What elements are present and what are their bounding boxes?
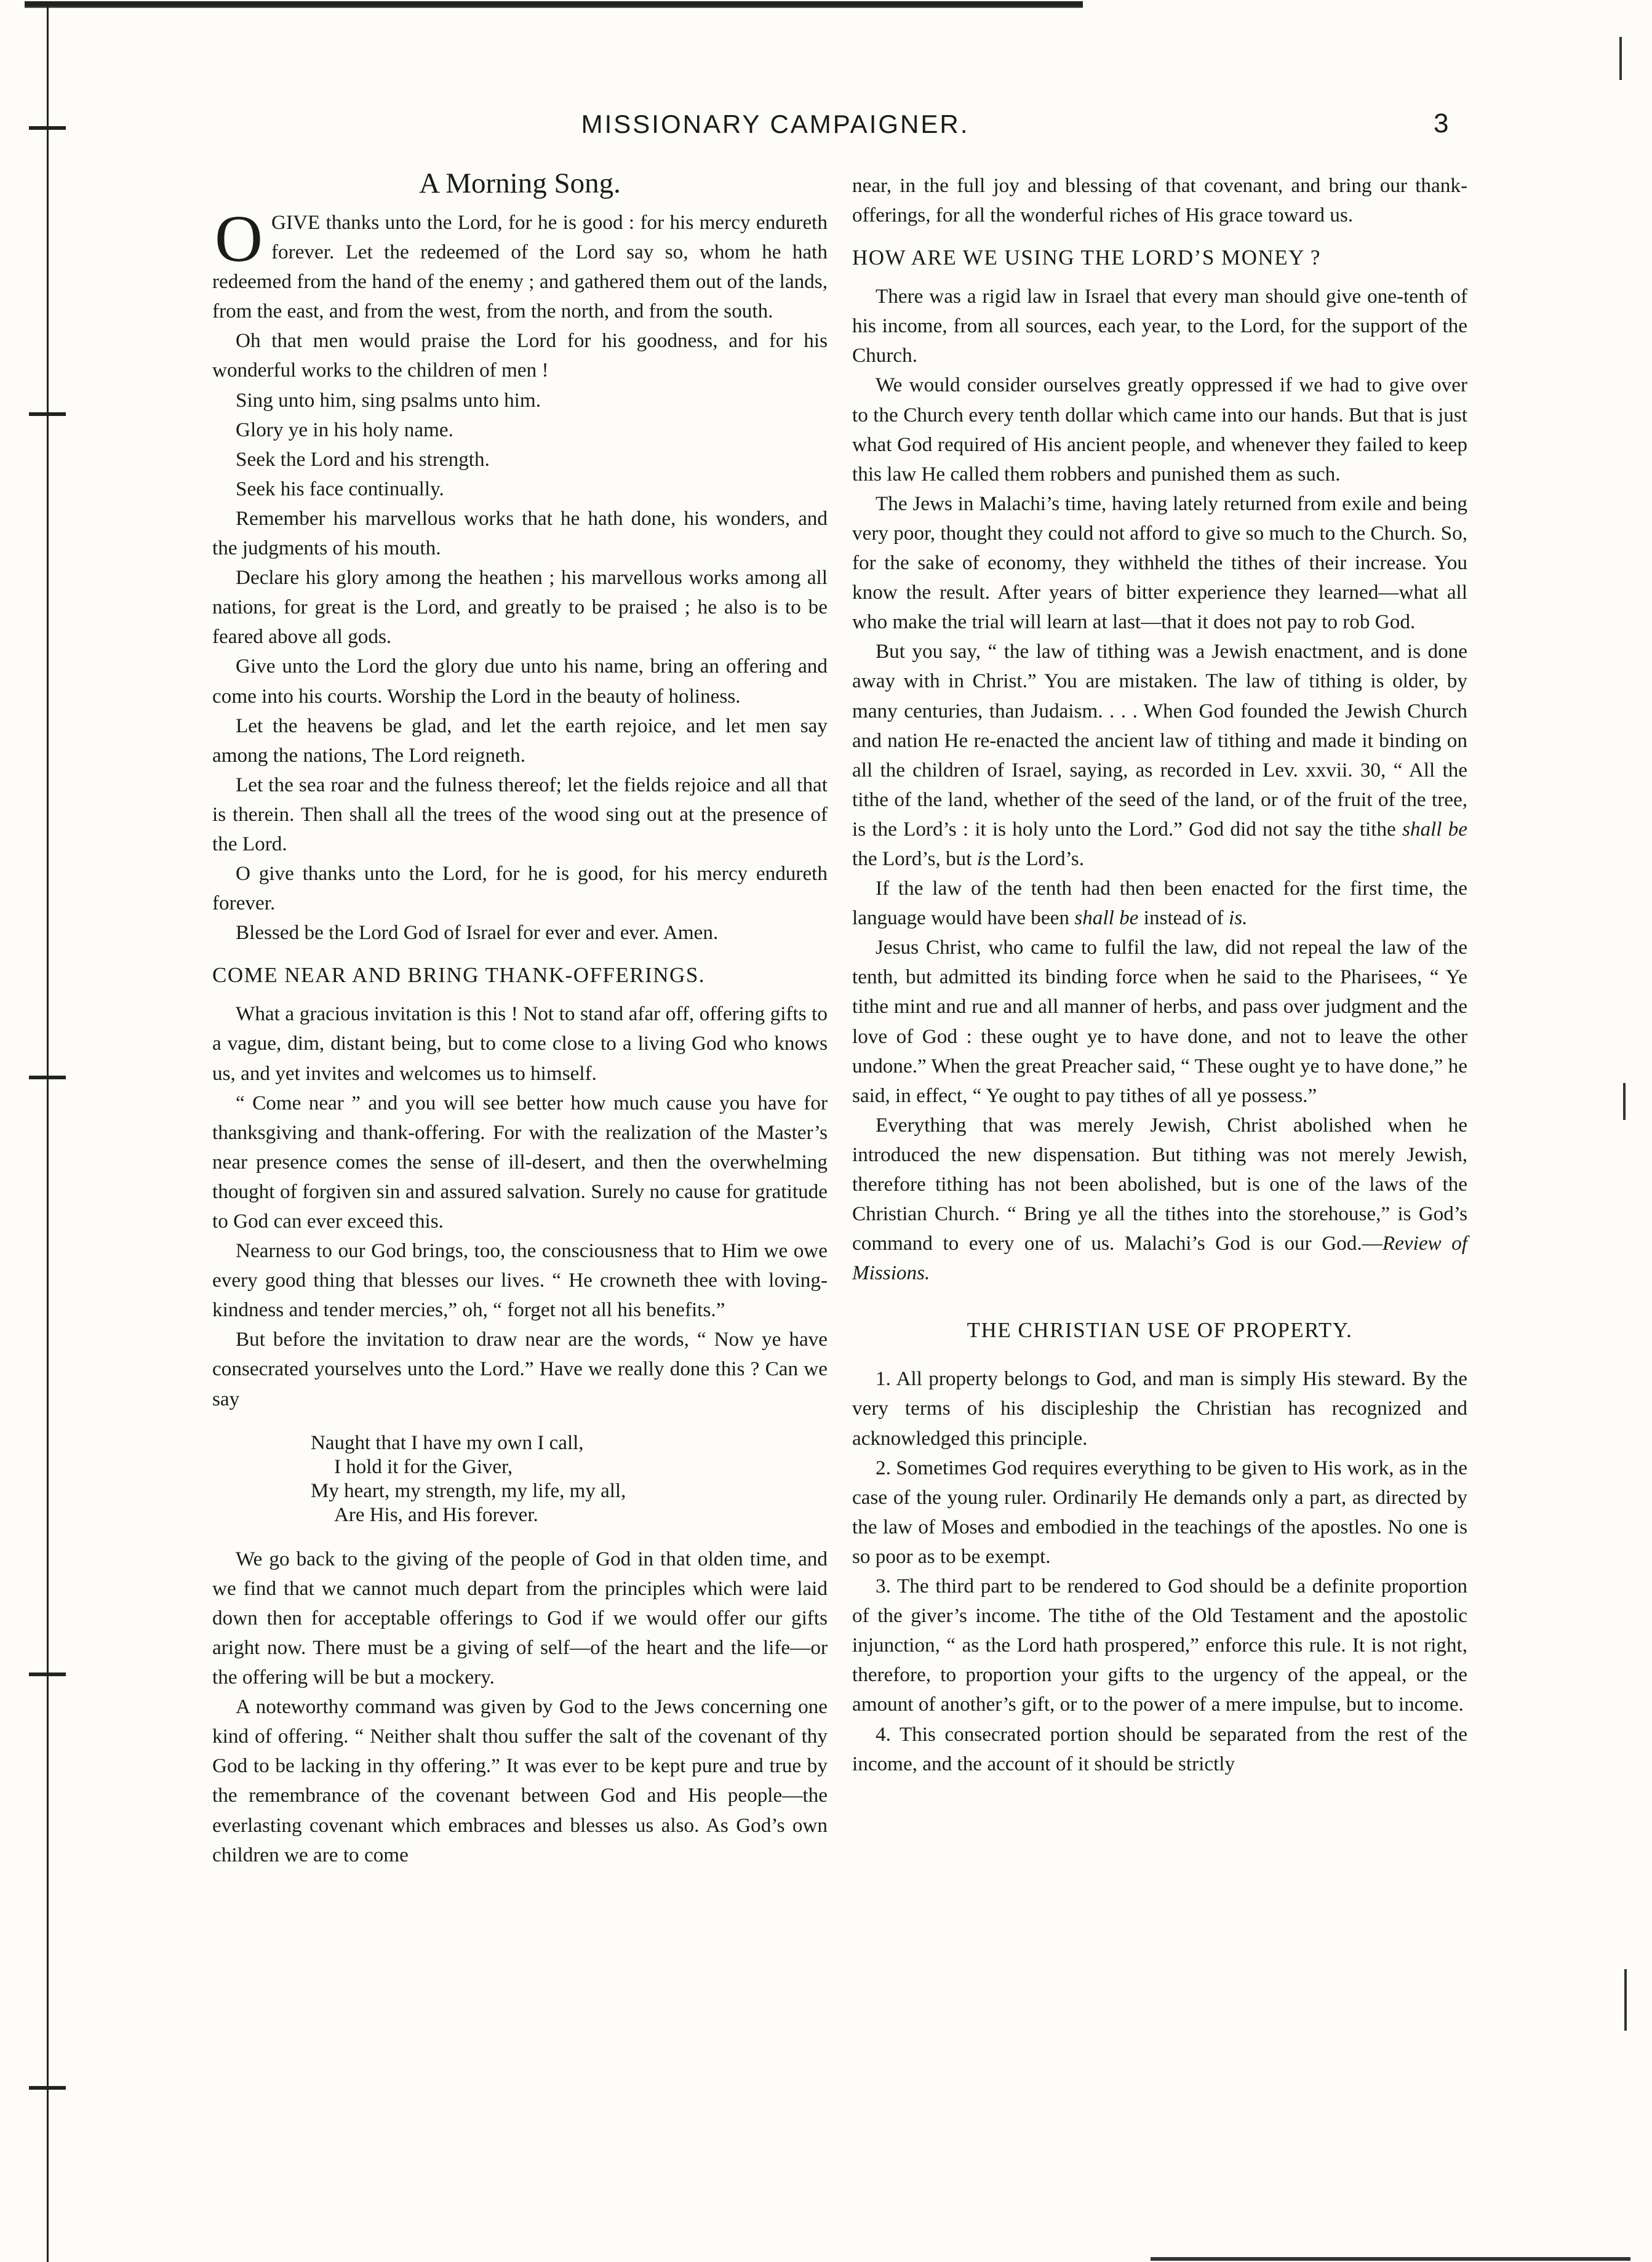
emphasis: shall be xyxy=(1074,906,1139,930)
paragraph: Oh that men would praise the Lord for his goodness, and for his wonderful works to the children of men ! xyxy=(212,329,828,382)
poem-line: My heart, my strength, my life, my all, xyxy=(311,1479,626,1502)
margin-speck xyxy=(1623,1083,1626,1120)
emphasis: shall be xyxy=(1402,817,1467,841)
poem-quote xyxy=(311,1431,828,1527)
paragraph xyxy=(852,637,1467,874)
verse-line: Glory ye in his holy name. xyxy=(236,418,453,441)
morning-song-opening xyxy=(212,202,828,326)
bottom-border-rule xyxy=(1151,2257,1630,2261)
paragraph: Remember his marvellous works that he hath done, his wonders, and the judgments of his mouth. xyxy=(212,506,828,560)
margin-speck xyxy=(1619,37,1622,80)
text-run: But you say, “ the law of tithing was a Jewish enactment, and is done away with in Christ.” You are mistaken. The law of tithing is older, by many centuries, than Judaism. . . . When God founded the Jewish Church and nation He re-enacted the ancient law of tithing and made it binding on all the children of Israel, saying, as recorded in Lev. xxvii. 30, “ All the tithe of the land, whether of the seed of the land, or of the fruit of the tree, is the Lord’s : it is holy unto the Lord.” God did not say the tithe xyxy=(852,640,1467,841)
right-column xyxy=(852,171,1467,1779)
numbered-paragraph: 2. Sometimes God requires everything to be given to His work, as in the case of the young ruler. Ordinarily He demands only a part, as directed by the law of Moses and embodied in the teachings of the apostles. No one is so poor as to be exempt. xyxy=(852,1456,1467,1568)
paragraph: Declare his glory among the heathen ; his marvellous works among all nations, for great is the Lord, and greatly to be praised ; he also is to be feared above all gods. xyxy=(212,566,828,649)
section-heading-come-near: COME NEAR AND BRING THANK-OFFERINGS. xyxy=(212,963,706,988)
numbered-paragraph: 4. This consecrated portion should be separated from the rest of the income, and the account of it should be strictly xyxy=(852,1722,1467,1775)
article-title-morning-song: A Morning Song. xyxy=(419,167,621,199)
numbered-paragraph: 3. The third part to be rendered to God should be a definite proportion of the giver’s income. The tithe of the Old Testament and the apostolic injunction, “ as the Lord hath prospered,” enforce this rule. It is not right, therefore, to proportion your gifts to the urgency of the appeal, or the amount of another’s gift, or to the power of a mere impulse, but to income. xyxy=(852,1575,1467,1716)
text-run: If the law of the tenth had then been enacted for the first time, the language would have been xyxy=(852,877,1467,930)
paragraph: O give thanks unto the Lord, for he is good, for his mercy endureth forever. xyxy=(212,862,828,915)
verse-line: Sing unto him, sing psalms unto him. xyxy=(236,388,541,412)
section-heading-lords-money: HOW ARE WE USING THE LORD’S MONEY ? xyxy=(852,246,1321,270)
poem-line: I hold it for the Giver, xyxy=(334,1455,513,1478)
paragraph xyxy=(852,874,1467,933)
margin-mark xyxy=(29,1673,66,1676)
margin-mark xyxy=(29,126,66,130)
margin-speck xyxy=(1624,1969,1627,2031)
paragraph: We would consider ourselves greatly oppressed if we had to give over to the Church every tenth dollar which came into our hands. But that is just what God required of His ancient people, and whenever they failed to keep this law He called them robbers and punished them as such. xyxy=(852,374,1467,486)
page-number: 3 xyxy=(1434,108,1449,138)
paragraph: GIVE thanks unto the Lord, for he is good : for his mercy endureth forever. Let the redeemed of the Lord say so, whom he hath redeemed from the hand of the enemy ; and gathered them out of the lands, from the east, and from the west, from the north, and from the south. xyxy=(212,211,828,323)
left-margin-line xyxy=(47,6,49,2262)
poem-line: Are His, and His forever. xyxy=(334,1503,538,1526)
source-citation: Review of Missions. xyxy=(852,1232,1467,1285)
emphasis: is xyxy=(976,847,991,870)
paragraph: Let the heavens be glad, and let the earth rejoice, and let men say among the nations, The Lord reigneth. xyxy=(212,714,828,767)
poem-line: Naught that I have my own I call, xyxy=(311,1431,584,1454)
paragraph: What a gracious invitation is this ! Not to stand afar off, offering gifts to a vague, dim, distant being, but to come close to a living God who knows us, and yet invites and welcomes us to himself. xyxy=(212,1002,828,1085)
paragraph-continued: near, in the full joy and blessing of that covenant, and bring our thank-offerings, for all the wonderful riches of His grace toward us. xyxy=(852,174,1467,227)
text-run: the Lord’s. xyxy=(990,847,1085,870)
left-column xyxy=(212,166,828,1870)
paragraph: “ Come near ” and you will see better how much cause you have for thanksgiving and thank-offering. For with the realization of the Master’s near presence comes the sense of ill-desert, and then the overwhelming thought of forgiven sin and assured salvation. Surely no cause for gratitude to God can ever exceed this. xyxy=(212,1091,828,1233)
text-run: instead of xyxy=(1138,906,1229,930)
drop-cap: O xyxy=(215,202,263,276)
paragraph: But before the invitation to draw near are the words, “ Now ye have consecrated yourselves unto the Lord.” Have we really done this ? Can we say xyxy=(212,1328,828,1410)
text-run: Everything that was merely Jewish, Christ abolished when he introduced the new dispensation. But tithing was not merely Jewish, therefore tithing has not been abolished, but is one of the laws of the Christian Church. “ Bring ye all the tithes into the storehouse,” is God’s command to every one of us. Malachi’s God is our God.— xyxy=(852,1113,1467,1255)
paragraph xyxy=(852,1111,1467,1289)
margin-mark xyxy=(29,412,66,416)
top-border-rule xyxy=(25,1,1083,11)
verse-line: Seek his face continually. xyxy=(236,477,444,500)
paragraph: Give unto the Lord the glory due unto his name, bring an offering and come into his courts. Worship the Lord in the beauty of holiness. xyxy=(212,655,828,708)
text-run: the Lord’s, but xyxy=(852,847,977,870)
paragraph: A noteworthy command was given by God to the Jews concerning one kind of offering. “ Neither shalt thou suffer the salt of the covenant of thy God to be lacking in thy offering.” It was ever to be kept pure and true by the remembrance of the covenant between God and His people—the everlasting covenant which embraces and blesses us also. As God’s own children we are to come xyxy=(212,1695,828,1866)
paragraph: We go back to the giving of the people of God in that olden time, and we find that we cannot much depart from the principles which were laid down then for acceptable offerings to God if we would offer our gifts aright now. There must be a giving of self—of the heart and the life—or the offering will be but a mockery. xyxy=(212,1547,828,1689)
paragraph: Let the sea roar and the fulness thereof; let the fields rejoice and all that is therein. Then shall all the trees of the wood sing out at the presence of the Lord. xyxy=(212,773,828,855)
margin-mark xyxy=(29,1076,66,1079)
paragraph: Blessed be the Lord God of Israel for ever and ever. Amen. xyxy=(236,921,719,945)
margin-mark xyxy=(29,2086,66,2090)
paragraph: Nearness to our God brings, too, the consciousness that to Him we owe every good thing that blesses our lives. “ He crowneth thee with loving-kindness and tender mercies,” oh, “ forget not all his benefits.” xyxy=(212,1239,828,1322)
emphasis: is. xyxy=(1228,906,1248,930)
running-title: MISSIONARY CAMPAIGNER. xyxy=(581,110,970,138)
section-heading-property: THE CHRISTIAN USE OF PROPERTY. xyxy=(967,1318,1353,1343)
numbered-paragraph: 1. All property belongs to God, and man is simply His steward. By the very terms of his discipleship the Christian has recognized and acknowledged this principle. xyxy=(852,1367,1467,1450)
paragraph: The Jews in Malachi’s time, having lately returned from exile and being very poor, thought they could not afford to give so much to the Church. So, for the sake of economy, they withheld the tithes of their increase. You know the result. After years of bitter experience they learned—what all who make the trial will learn at last—that it does not pay to rob God. xyxy=(852,492,1467,634)
paragraph: Jesus Christ, who came to fulfil the law, did not repeal the law of the tenth, but admitted its binding force when he said to the Pharisees, “ Ye tithe mint and rue and all manner of herbs, and pass over judgment and the love of God : these ought ye to have done, and not to leave the other undone.” When the great Preacher said, “ These ought ye to have done,” he said, in effect, “ Ye ought to pay tithes of all ye possess.” xyxy=(852,936,1467,1107)
paragraph: There was a rigid law in Israel that every man should give one-tenth of his income, from all sources, each year, to the Lord, for the support of the Church. xyxy=(852,285,1467,367)
verse-line: Seek the Lord and his strength. xyxy=(236,447,490,471)
